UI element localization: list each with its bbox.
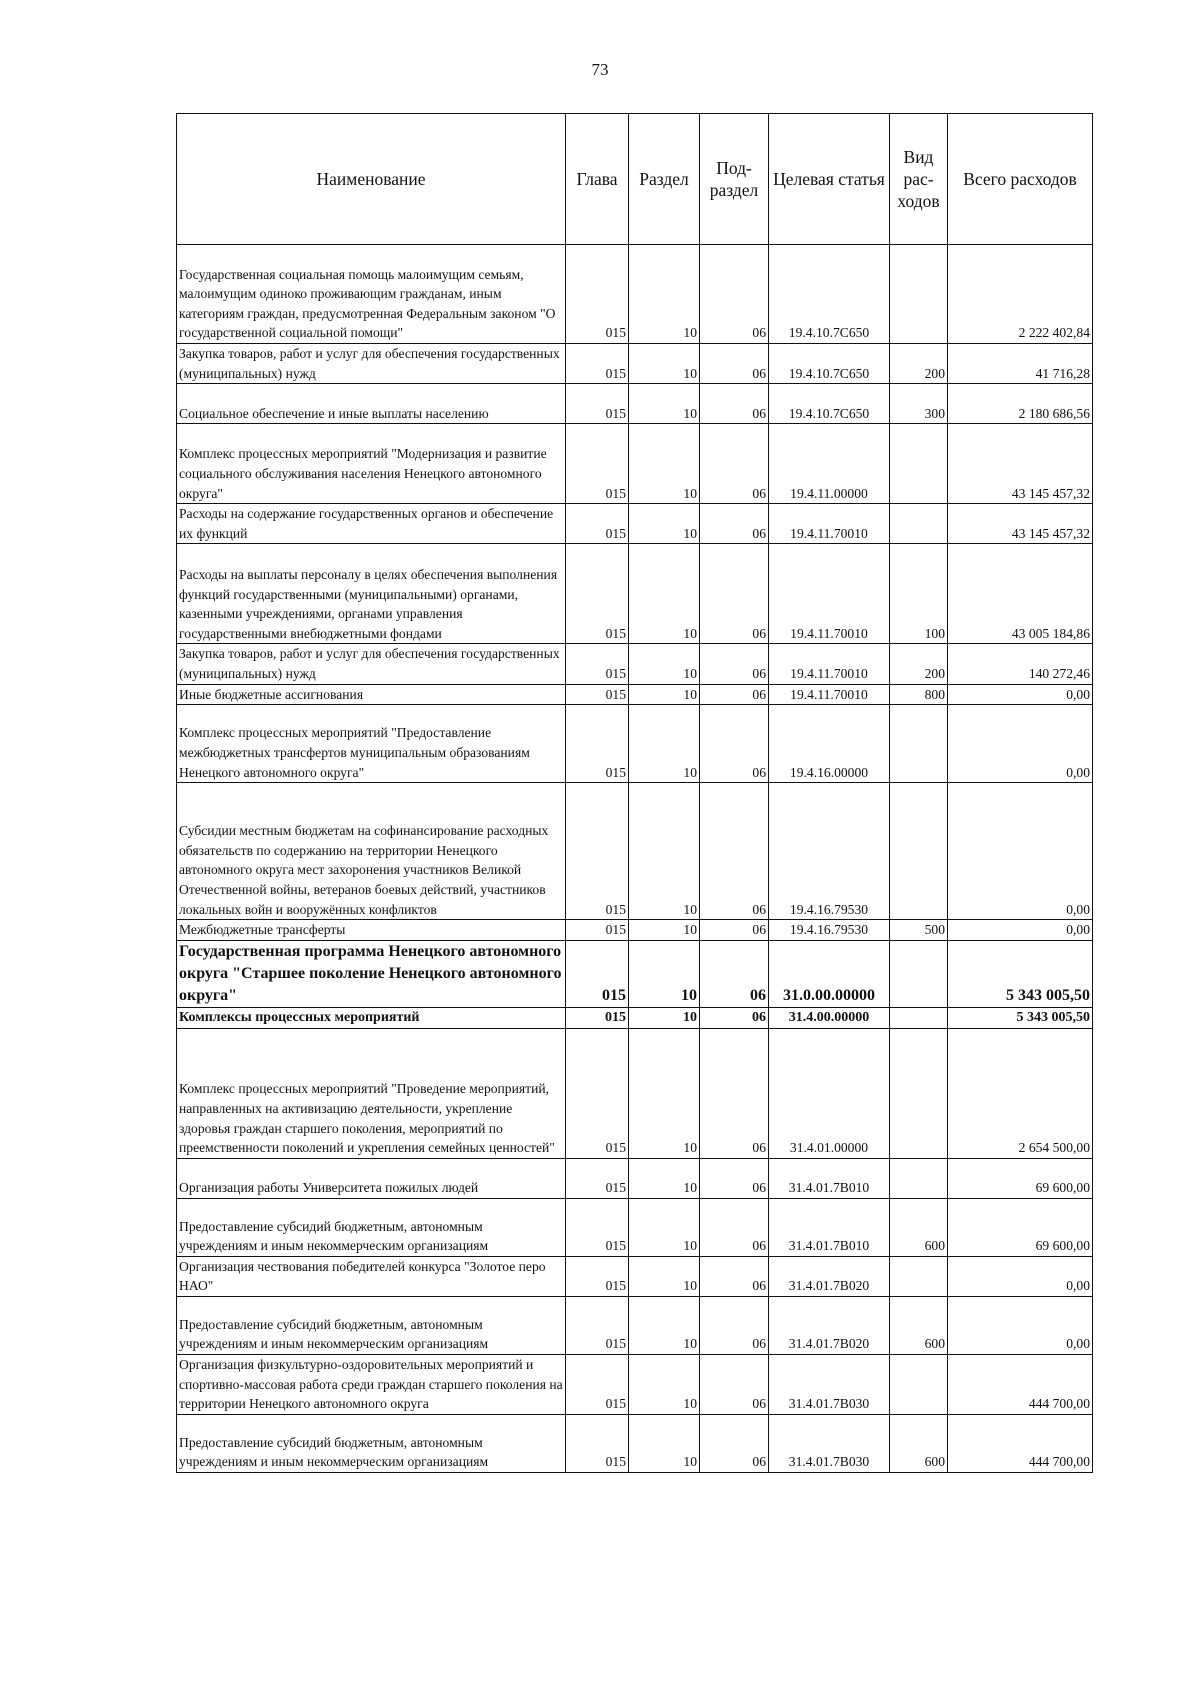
cell-section: 10 bbox=[629, 245, 700, 344]
cell-subsection: 06 bbox=[700, 783, 769, 920]
table-row bbox=[177, 384, 1093, 424]
cell-section: 10 bbox=[629, 344, 700, 384]
cell-section: 10 bbox=[629, 1414, 700, 1472]
cell-subsection: 06 bbox=[700, 544, 769, 644]
cell-target: 19.4.16.00000 bbox=[769, 705, 890, 783]
cell-type: 600 bbox=[890, 1198, 948, 1256]
cell-total: 0,00 bbox=[948, 705, 1093, 783]
cell-section: 10 bbox=[629, 1028, 700, 1158]
cell-section: 10 bbox=[629, 783, 700, 920]
cell-total: 0,00 bbox=[948, 920, 1093, 941]
table-row bbox=[177, 544, 1093, 644]
cell-name: Предоставление субсидий бюджетным, автономным учреждениям и иным некоммерческим организациям bbox=[177, 1414, 566, 1472]
cell-type: 300 bbox=[890, 384, 948, 424]
cell-type: 600 bbox=[890, 1414, 948, 1472]
cell-subsection: 06 bbox=[700, 644, 769, 684]
cell-type: 600 bbox=[890, 1296, 948, 1354]
cell-section: 10 bbox=[629, 684, 700, 705]
cell-name: Расходы на выплаты персоналу в целях обеспечения выполнения функций государственными (муниципальными) органами, казенными учреждениями, органами управления государственными внебюджетными фондами bbox=[177, 544, 566, 644]
cell-chapter: 015 bbox=[566, 783, 629, 920]
cell-type: 200 bbox=[890, 344, 948, 384]
cell-total: 69 600,00 bbox=[948, 1158, 1093, 1198]
cell-target: 19.4.16.79530 bbox=[769, 783, 890, 920]
cell-target: 31.0.00.00000 bbox=[769, 940, 890, 1007]
cell-subsection: 06 bbox=[700, 1007, 769, 1028]
cell-section: 10 bbox=[629, 940, 700, 1007]
cell-section: 10 bbox=[629, 1256, 700, 1296]
cell-section: 10 bbox=[629, 1354, 700, 1414]
cell-total: 43 145 457,32 bbox=[948, 504, 1093, 544]
cell-total: 41 716,28 bbox=[948, 344, 1093, 384]
table-row bbox=[177, 644, 1093, 684]
cell-total: 5 343 005,50 bbox=[948, 940, 1093, 1007]
header-total: Всего расходов bbox=[948, 114, 1093, 245]
table-row bbox=[177, 920, 1093, 941]
cell-subsection: 06 bbox=[700, 920, 769, 941]
cell-target: 19.4.11.70010 bbox=[769, 544, 890, 644]
cell-target: 19.4.10.7С650 bbox=[769, 344, 890, 384]
cell-total: 0,00 bbox=[948, 1256, 1093, 1296]
cell-target: 19.4.11.00000 bbox=[769, 424, 890, 504]
cell-section: 10 bbox=[629, 504, 700, 544]
table-row bbox=[177, 245, 1093, 344]
cell-total: 444 700,00 bbox=[948, 1354, 1093, 1414]
table-row bbox=[177, 1007, 1093, 1028]
table-row bbox=[177, 344, 1093, 384]
cell-chapter: 015 bbox=[566, 1354, 629, 1414]
cell-target: 31.4.01.7В010 bbox=[769, 1158, 890, 1198]
cell-section: 10 bbox=[629, 1007, 700, 1028]
cell-subsection: 06 bbox=[700, 344, 769, 384]
cell-subsection: 06 bbox=[700, 424, 769, 504]
cell-name: Государственная программа Ненецкого автономного округа "Старшее поколение Ненецкого автономного округа" bbox=[177, 940, 566, 1007]
cell-chapter: 015 bbox=[566, 1198, 629, 1256]
cell-section: 10 bbox=[629, 1296, 700, 1354]
table-row bbox=[177, 1296, 1093, 1354]
cell-chapter: 015 bbox=[566, 705, 629, 783]
cell-target: 19.4.11.70010 bbox=[769, 504, 890, 544]
cell-subsection: 06 bbox=[700, 684, 769, 705]
table-row bbox=[177, 504, 1093, 544]
cell-type: 200 bbox=[890, 644, 948, 684]
cell-total: 0,00 bbox=[948, 783, 1093, 920]
cell-target: 31.4.01.7В020 bbox=[769, 1256, 890, 1296]
cell-section: 10 bbox=[629, 644, 700, 684]
cell-section: 10 bbox=[629, 1158, 700, 1198]
cell-subsection: 06 bbox=[700, 1158, 769, 1198]
cell-chapter: 015 bbox=[566, 1007, 629, 1028]
cell-name: Организация работы Университета пожилых людей bbox=[177, 1158, 566, 1198]
page-number: 73 bbox=[591, 60, 609, 79]
cell-target: 19.4.16.79530 bbox=[769, 920, 890, 941]
header-subsection: Под-раздел bbox=[700, 114, 769, 245]
cell-total: 2 222 402,84 bbox=[948, 245, 1093, 344]
cell-target: 31.4.01.7В030 bbox=[769, 1414, 890, 1472]
cell-section: 10 bbox=[629, 424, 700, 504]
cell-chapter: 015 bbox=[566, 1028, 629, 1158]
cell-type: 500 bbox=[890, 920, 948, 941]
cell-subsection: 06 bbox=[700, 504, 769, 544]
table-row bbox=[177, 940, 1093, 1007]
table-row bbox=[177, 705, 1093, 783]
cell-chapter: 015 bbox=[566, 245, 629, 344]
cell-type bbox=[890, 1028, 948, 1158]
cell-section: 10 bbox=[629, 1198, 700, 1256]
cell-type bbox=[890, 940, 948, 1007]
cell-type bbox=[890, 783, 948, 920]
cell-name: Иные бюджетные ассигнования bbox=[177, 684, 566, 705]
cell-subsection: 06 bbox=[700, 705, 769, 783]
cell-subsection: 06 bbox=[700, 1198, 769, 1256]
cell-subsection: 06 bbox=[700, 245, 769, 344]
cell-name: Государственная социальная помощь малоимущим семьям, малоимущим одиноко проживающим гражданам, иным категориям граждан, предусмотренная Федеральным законом "О государственной социальной помощи" bbox=[177, 245, 566, 344]
cell-target: 19.4.11.70010 bbox=[769, 684, 890, 705]
header-chapter: Глава bbox=[566, 114, 629, 245]
cell-name: Предоставление субсидий бюджетным, автономным учреждениям и иным некоммерческим организациям bbox=[177, 1198, 566, 1256]
table-body bbox=[177, 245, 1093, 1473]
cell-chapter: 015 bbox=[566, 940, 629, 1007]
cell-target: 31.4.01.7В030 bbox=[769, 1354, 890, 1414]
cell-name: Закупка товаров, работ и услуг для обеспечения государственных (муниципальных) нужд bbox=[177, 644, 566, 684]
cell-total: 444 700,00 bbox=[948, 1414, 1093, 1472]
cell-target: 19.4.10.7С650 bbox=[769, 245, 890, 344]
cell-total: 2 654 500,00 bbox=[948, 1028, 1093, 1158]
cell-chapter: 015 bbox=[566, 544, 629, 644]
cell-chapter: 015 bbox=[566, 344, 629, 384]
table-row bbox=[177, 1414, 1093, 1472]
cell-name: Социальное обеспечение и иные выплаты населению bbox=[177, 384, 566, 424]
cell-subsection: 06 bbox=[700, 940, 769, 1007]
header-section: Раздел bbox=[629, 114, 700, 245]
table-header-row bbox=[177, 114, 1093, 245]
cell-total: 0,00 bbox=[948, 684, 1093, 705]
cell-chapter: 015 bbox=[566, 384, 629, 424]
budget-table bbox=[176, 113, 1093, 1473]
cell-chapter: 015 bbox=[566, 1158, 629, 1198]
header-type: Вид рас-ходов bbox=[890, 114, 948, 245]
cell-target: 19.4.10.7С650 bbox=[769, 384, 890, 424]
cell-chapter: 015 bbox=[566, 684, 629, 705]
cell-type: 800 bbox=[890, 684, 948, 705]
cell-type bbox=[890, 1256, 948, 1296]
cell-name: Предоставление субсидий бюджетным, автономным учреждениям и иным некоммерческим организациям bbox=[177, 1296, 566, 1354]
cell-total: 43 145 457,32 bbox=[948, 424, 1093, 504]
header-target: Целевая статья bbox=[769, 114, 890, 245]
cell-subsection: 06 bbox=[700, 1256, 769, 1296]
cell-target: 31.4.00.00000 bbox=[769, 1007, 890, 1028]
table-row bbox=[177, 1354, 1093, 1414]
cell-chapter: 015 bbox=[566, 920, 629, 941]
header-name: Наименование bbox=[177, 114, 566, 245]
cell-target: 19.4.11.70010 bbox=[769, 644, 890, 684]
cell-type bbox=[890, 1158, 948, 1198]
cell-subsection: 06 bbox=[700, 1354, 769, 1414]
cell-type bbox=[890, 245, 948, 344]
cell-type bbox=[890, 1007, 948, 1028]
cell-name: Организация чествования победителей конкурса "Золотое перо НАО" bbox=[177, 1256, 566, 1296]
cell-type bbox=[890, 424, 948, 504]
cell-chapter: 015 bbox=[566, 1296, 629, 1354]
cell-section: 10 bbox=[629, 544, 700, 644]
table-row bbox=[177, 1198, 1093, 1256]
table-row bbox=[177, 424, 1093, 504]
cell-chapter: 015 bbox=[566, 424, 629, 504]
cell-target: 31.4.01.7В010 bbox=[769, 1198, 890, 1256]
table-row bbox=[177, 783, 1093, 920]
cell-subsection: 06 bbox=[700, 1296, 769, 1354]
cell-name: Комплекс процессных мероприятий "Предоставление межбюджетных трансфертов муниципальным образованиям Ненецкого автономного округа" bbox=[177, 705, 566, 783]
cell-name: Субсидии местным бюджетам на софинансирование расходных обязательств по содержанию на территории Ненецкого автономного округа мест захоронения участников Великой Отечественной войны, ветеранов боевых действий, участников локальных войн и вооружённых конфликтов bbox=[177, 783, 566, 920]
cell-type bbox=[890, 1354, 948, 1414]
table-row bbox=[177, 1028, 1093, 1158]
cell-section: 10 bbox=[629, 705, 700, 783]
cell-total: 2 180 686,56 bbox=[948, 384, 1093, 424]
cell-section: 10 bbox=[629, 920, 700, 941]
cell-subsection: 06 bbox=[700, 384, 769, 424]
cell-total: 43 005 184,86 bbox=[948, 544, 1093, 644]
cell-name: Комплекс процессных мероприятий "Модернизация и развитие социального обслуживания населения Ненецкого автономного округа" bbox=[177, 424, 566, 504]
cell-name: Межбюджетные трансферты bbox=[177, 920, 566, 941]
cell-name: Организация физкультурно-оздоровительных мероприятий и спортивно-массовая работа среди граждан старшего поколения на территории Ненецкого автономного округа bbox=[177, 1354, 566, 1414]
cell-type bbox=[890, 504, 948, 544]
cell-type bbox=[890, 705, 948, 783]
cell-name: Расходы на содержание государственных органов и обеспечение их функций bbox=[177, 504, 566, 544]
cell-chapter: 015 bbox=[566, 1414, 629, 1472]
cell-total: 140 272,46 bbox=[948, 644, 1093, 684]
table-row bbox=[177, 1158, 1093, 1198]
cell-total: 69 600,00 bbox=[948, 1198, 1093, 1256]
cell-chapter: 015 bbox=[566, 1256, 629, 1296]
cell-target: 31.4.01.00000 bbox=[769, 1028, 890, 1158]
cell-chapter: 015 bbox=[566, 644, 629, 684]
cell-section: 10 bbox=[629, 384, 700, 424]
cell-name: Закупка товаров, работ и услуг для обеспечения государственных (муниципальных) нужд bbox=[177, 344, 566, 384]
table-row bbox=[177, 684, 1093, 705]
table-row bbox=[177, 1256, 1093, 1296]
cell-target: 31.4.01.7В020 bbox=[769, 1296, 890, 1354]
cell-chapter: 015 bbox=[566, 504, 629, 544]
cell-total: 0,00 bbox=[948, 1296, 1093, 1354]
cell-total: 5 343 005,50 bbox=[948, 1007, 1093, 1028]
cell-subsection: 06 bbox=[700, 1414, 769, 1472]
cell-name: Комплекс процессных мероприятий "Проведение мероприятий, направленных на активизацию деятельности, укрепление здоровья граждан старшего поколения, мероприятий по преемственности поколений и укрепления семейных ценностей" bbox=[177, 1028, 566, 1158]
cell-subsection: 06 bbox=[700, 1028, 769, 1158]
cell-name: Комплексы процессных мероприятий bbox=[177, 1007, 566, 1028]
cell-type: 100 bbox=[890, 544, 948, 644]
